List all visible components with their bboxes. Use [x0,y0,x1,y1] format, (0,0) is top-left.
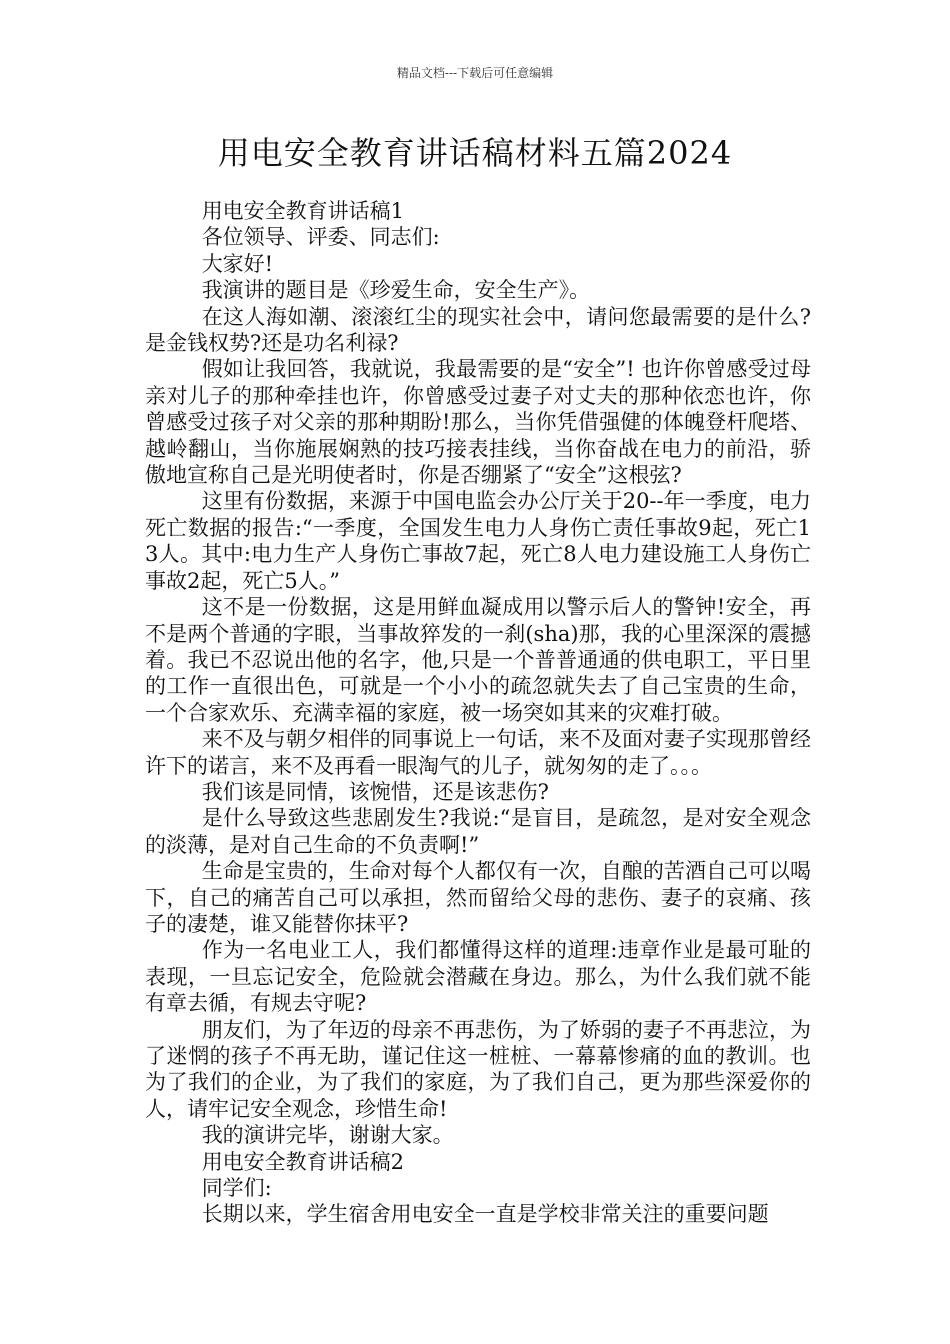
paragraph: 在这人海如潮、滚滚红尘的现实社会中，请问您最需要的是什么?是金钱权势?还是功名利禄? [145,304,811,356]
paragraph: 我们该是同情，该惋惜，还是该悲伤? [201,779,549,804]
document-body [145,198,811,1228]
paragraph: 长期以来，学生宿舍用电安全一直是学校非常关注的重要问题 [201,1202,769,1227]
paragraph: 来不及与朝夕相伴的同事说上一句话，来不及面对妻子实现那曾经许下的诺言，来不及再看一眼淘气的儿子，就匆匆的走了。。。 [145,727,811,778]
paragraph: 我演讲的题目是《珍爱生命，安全生产》。 [201,278,591,303]
document-title: 用电安全教育讲话稿材料五篇2024 [217,134,733,172]
page-header: 精品文档---下载后可任意编辑 [396,66,554,80]
paragraph: 作为一名电业工人，我们都懂得这样的道理:违章作业是最可耻的表现，一旦忘记安全，危险就会潜藏在身边。那么，为什么我们就不能有章去循，有规去守呢? [145,938,811,1016]
paragraph: 各位领导、评委、同志们: [201,225,440,250]
paragraph: 我的演讲完毕，谢谢大家。 [201,1123,454,1148]
paragraph: 假如让我回答，我就说，我最需要的是“安全”! 也许你曾感受过母亲对儿子的那种牵挂也许，你曾感受过妻子对丈夫的那种依恋也许，你曾感受过孩子对父亲的那种期盼!那么，当你凭借强健的体魄登杆爬塔、越岭翻山，当你施展娴熟的技巧接表挂线，当你奋战在电力的前沿，骄傲地宣称自己是光明使者时，你是否绷紧了“安全”这根弦? [145,357,811,488]
paragraph: 这里有份数据，来源于中国电监会办公厅关于20--年一季度，电力死亡数据的报告:“一季度，全国发生电力人身伤亡责任事故9起，死亡13人。其中:电力生产人身伤亡事故7起，死亡8人电力建设施工人身伤亡事故2起，死亡5人。” [145,489,811,593]
paragraph: 这不是一份数据，这是用鲜血凝成用以警示后人的警钟!安全，再不是两个普通的字眼，当事故猝发的一刹(sha)那，我的心里深深的震撼着。我已不忍说出他的名字，他,只是一个普普通通的供电职工，平日里的工作一直很出色，可就是一个小小的疏忽就失去了自己宝贵的生命，一个合家欢乐、充满幸福的家庭，被一场突如其来的灾难打破。 [145,595,811,725]
paragraph: 同学们: [201,1176,272,1201]
paragraph: 用电安全教育讲话稿2 [201,1149,405,1174]
paragraph: 生命是宝贵的，生命对每个人都仅有一次，自酿的苦酒自己可以喝下，自己的痛苦自己可以承担，然而留给父母的悲伤、妻子的哀痛、孩子的凄楚，谁又能替你抹平? [145,859,811,936]
paragraph: 用电安全教育讲话稿1 [201,199,405,223]
paragraph: 朋友们，为了年迈的母亲不再悲伤，为了娇弱的妻子不再悲泣，为了迷惘的孩子不再无助，谨记住这一桩桩、一幕幕惨痛的血的教训。也为了我们的企业，为了我们的家庭，为了我们自己，更为那些深爱你的人，请牢记安全观念，珍惜生命! [145,1017,811,1121]
paragraph: 大家好! [201,251,274,276]
paragraph: 是什么导致这些悲剧发生?我说:“是盲目，是疏忽，是对安全观念的淡薄，是对自己生命的不负责啊!” [145,806,811,857]
